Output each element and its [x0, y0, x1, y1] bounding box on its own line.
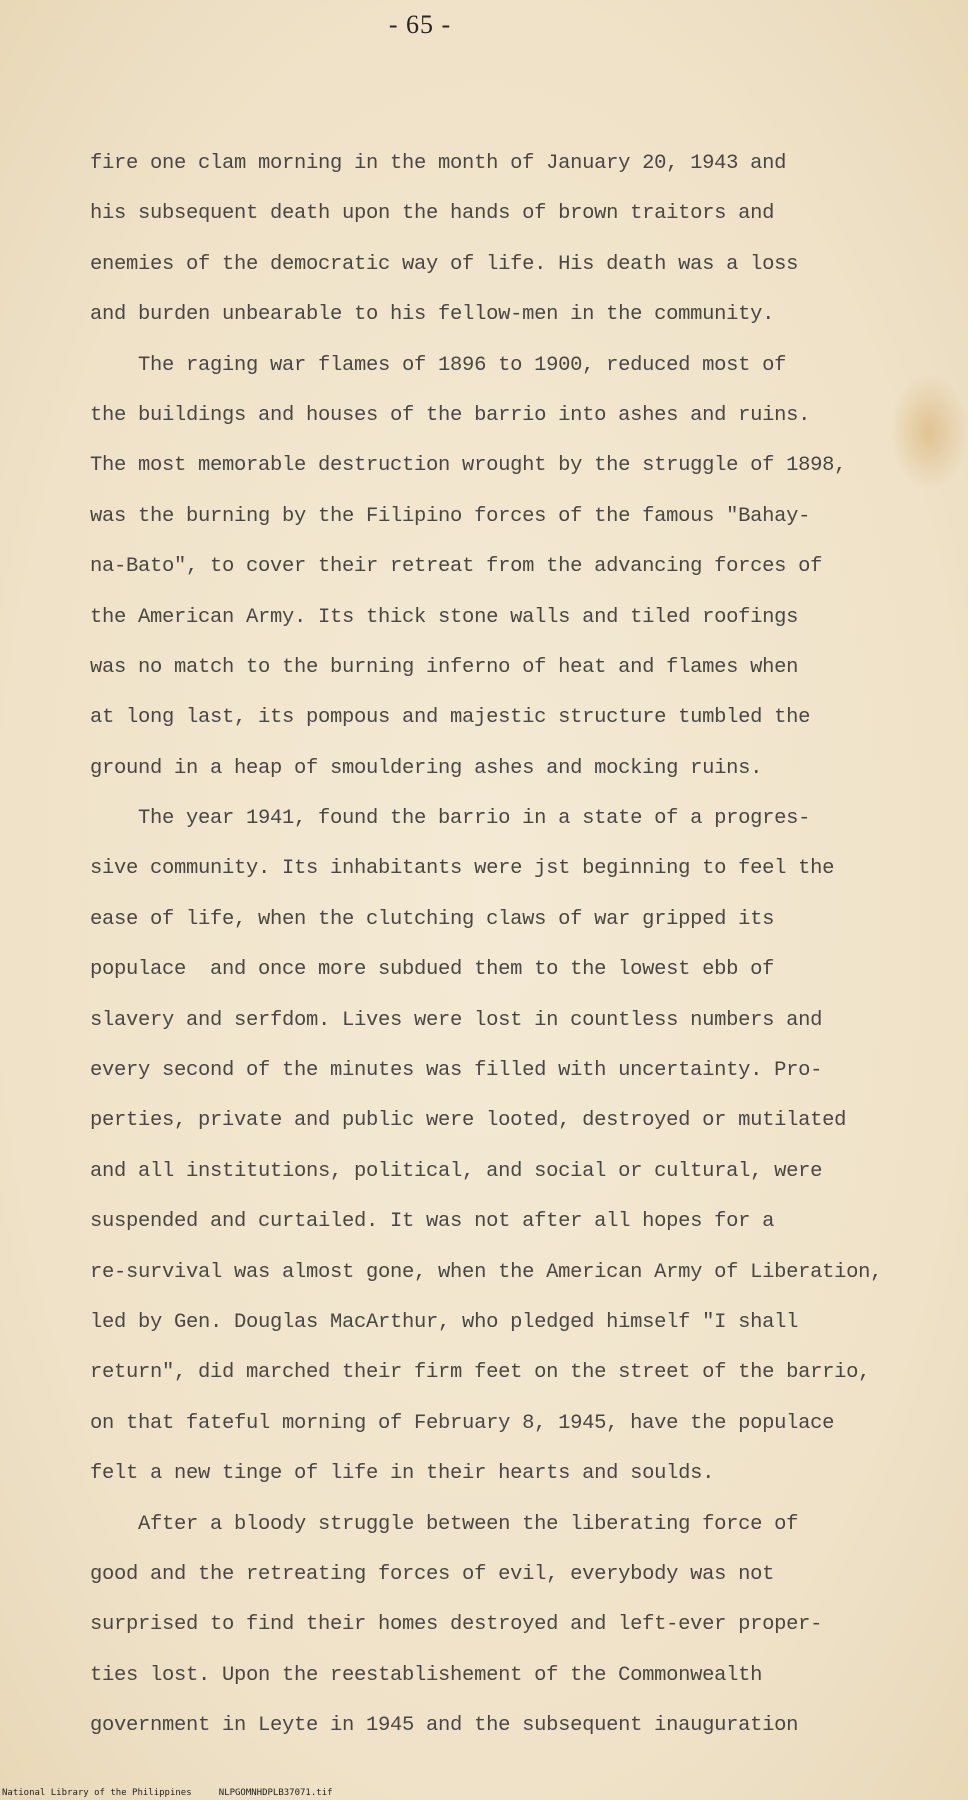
page-number: - 65 -	[388, 10, 452, 39]
text-line: good and the retreating forces of evil, everybody was not	[90, 1562, 775, 1586]
text-line: at long last, its pompous and majestic structure tumbled the	[90, 706, 811, 730]
text-line: government in Leyte in 1945 and the subsequent inauguration	[90, 1714, 799, 1738]
text-line: the buildings and houses of the barrio into ashes and ruins.	[90, 403, 811, 427]
text-line: The most memorable destruction wrought by the struggle of 1898,	[90, 454, 847, 478]
body-text	[90, 139, 960, 1752]
text-line: The raging war flames of 1896 to 1900, reduced most of	[90, 353, 787, 377]
text-line: every second of the minutes was filled with uncertainty. Pro-	[90, 1059, 823, 1083]
text-line: enemies of the democratic way of life. His death was a loss	[90, 252, 799, 276]
text-line: After a bloody struggle between the liberating force of	[90, 1512, 799, 1536]
text-line: fire one clam morning in the month of January 20, 1943 and	[90, 152, 787, 175]
text-line: re-survival was almost gone, when the American Army of Liberation,	[90, 1260, 883, 1284]
text-line: his subsequent death upon the hands of brown traitors and	[90, 202, 775, 226]
scan-footer-caption: National Library of the Philippines NLPGOMNHDPLB37071.tif	[2, 1788, 333, 1798]
text-line: suspended and curtailed. It was not after all hopes for a	[90, 1210, 775, 1234]
text-line: and burden unbearable to his fellow-men in the community.	[90, 303, 775, 327]
text-line: and all institutions, political, and social or cultural, were	[90, 1159, 823, 1183]
text-line: the American Army. Its thick stone walls and tiled roofings	[90, 605, 799, 629]
text-line: felt a new tinge of life in their hearts and soulds.	[90, 1462, 715, 1486]
text-line: was the burning by the Filipino forces of the famous "Bahay-	[90, 504, 811, 528]
text-line: slavery and serfdom. Lives were lost in countless numbers and	[90, 1008, 823, 1032]
text-line: ties lost. Upon the reestablishement of the Commonwealth	[90, 1663, 763, 1687]
text-line: na-Bato", to cover their retreat from the advancing forces of	[90, 555, 823, 579]
text-line: ease of life, when the clutching claws of war gripped its	[90, 907, 775, 931]
text-line: was no match to the burning inferno of heat and flames when	[90, 655, 799, 679]
text-line: The year 1941, found the barrio in a state of a progres-	[90, 807, 811, 831]
text-line: led by Gen. Douglas MacArthur, who pledged himself "I shall	[90, 1310, 799, 1334]
text-line: perties, private and public were looted, destroyed or mutilated	[90, 1109, 847, 1133]
text-line: on that fateful morning of February 8, 1945, have the populace	[90, 1411, 835, 1435]
text-line: populace and once more subdued them to the lowest ebb of	[90, 958, 775, 982]
text-line: ground in a heap of smouldering ashes and mocking ruins.	[90, 756, 763, 780]
text-line: sive community. Its inhabitants were jst beginning to feel the	[90, 857, 835, 881]
text-line: return", did marched their firm feet on the street of the barrio,	[90, 1361, 871, 1385]
text-line: surprised to find their homes destroyed and left-ever proper-	[90, 1613, 823, 1637]
